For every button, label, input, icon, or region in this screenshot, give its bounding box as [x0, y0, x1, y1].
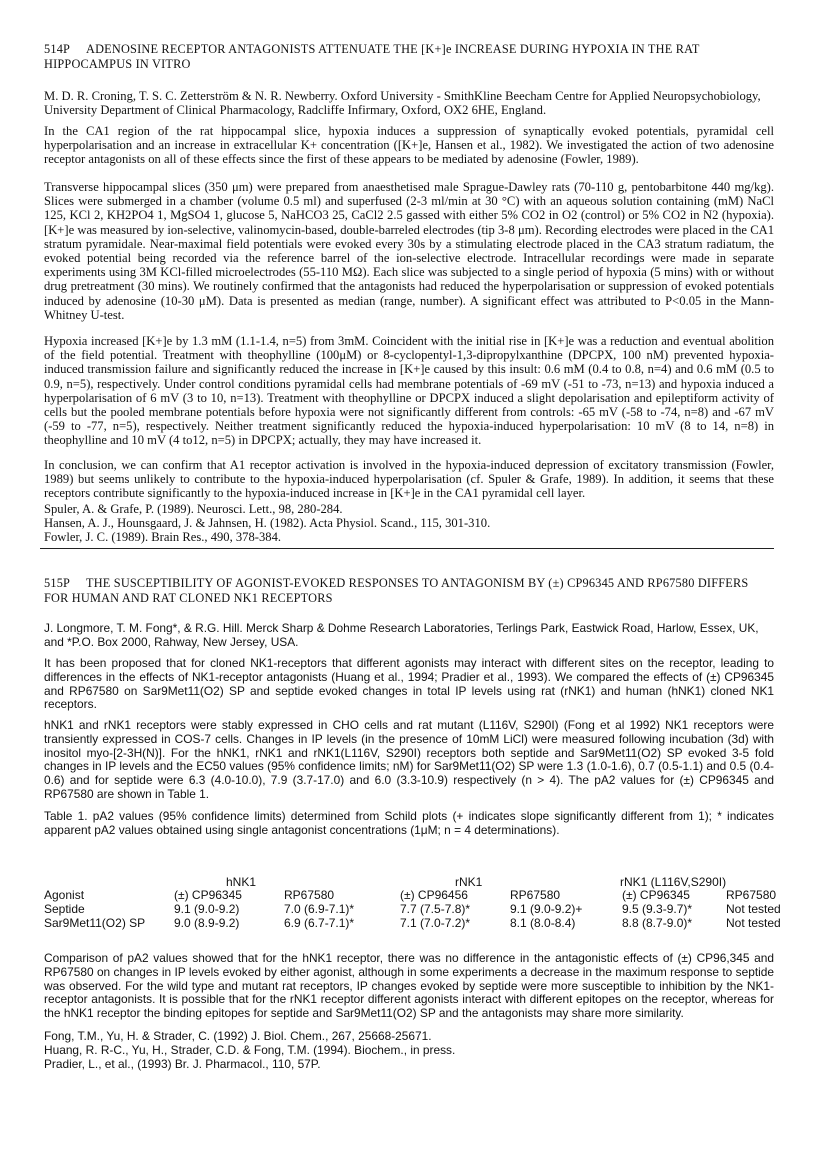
abstract-515p-title — [44, 576, 774, 606]
table-cell: 9.1 (9.0-9.2)+ — [510, 902, 583, 916]
methods-paragraph: hNK1 and rNK1 receptors were stably expressed in CHO cells and rat mutant (L116V, S290I) (Fong et al 1992) NK1 receptors were transiently expressed in COS-7 cells. Changes in IP levels (in the presence of 10mM LiCl) were measured following incubation (3d) with inositol myo-[2-3H(N)]. For the hNK1, rNK1 and rNK1(L116V, S290I) receptors both septide and Sar9Met11(O2) SP evoked 3-5 fold changes in IP levels and the EC50 values (95% confidence limits; nM) for Sar9Met11(O2) SP were 1.3 (1.0-1.6), 0.7 (0.5-1.1) and 0.5 (0.4-0.6) and for septide were 6.3 (4.0-10.0), 7.9 (3.7-17.0) and 6.0 (3.3-10.9) respectively (n > 4). The pA2 values for (±) CP96345 and RP67580 are shown in Table 1. — [44, 718, 774, 801]
section-divider — [40, 548, 774, 549]
author-line: J. Longmore, T. M. Fong*, & R.G. Hill. Merck Sharp & Dohme Research Laboratories, Terlings Park, Eastwick Road, Harlow, Essex, UK, and *P.O. Box 2000, Rahway, New Jersey, USA. — [44, 621, 759, 649]
table-cell: 9.5 (9.3-9.7)* — [622, 902, 693, 916]
abstract-title: THE SUSCEPTIBILITY OF AGONIST-EVOKED RESPONSES TO ANTAGONISM BY (±) CP96345 AND RP67580 DIFFERS FOR HUMAN AND RAT CLONED NK1 RECEPTORS — [44, 576, 749, 605]
intro-paragraph: It has been proposed that for cloned NK1-receptors that different agonists may interact with different sites on the receptor, leading to differences in the effects of NK1-receptor antagonists (Huang et al., 1994; Pradier et al., 1993). We compared the effects of (±) CP96345 and RP67580 on Sar9Met11(O2) SP and septide evoked changes in total IP levels using rat (rNK1) and human (hNK1) cloned NK1 receptors. — [44, 656, 774, 712]
table-cell: 7.7 (7.5-7.8)* — [400, 902, 471, 916]
intro-paragraph: In the CA1 region of the rat hippocampal slice, hypoxia induces a suppression of synaptically evoked potentials, pyramidal cell hyperpolarisation and an increase in extracellular K+ concentration ([K+]e, Hansen et al., 1982). We investigated the action of two adenosine receptor antagonists on all of these effects since the first of these appears to be mediated by adenosine (Fowler, 1989). — [44, 124, 774, 167]
reference-item: Hansen, A. J., Hounsgaard, J. & Jahnsen, H. (1982). Acta Physiol. Scand., 115, 301-310. — [44, 516, 491, 531]
table-cell: Not tested — [726, 916, 781, 930]
discussion-paragraph: Comparison of pA2 values showed that for the hNK1 receptor, there was no difference in the antagonistic effects of (±) CP96,345 and RP67580 on changes in IP levels evoked by either agonist, although in some experiments a decrease in the maximum response to septide was observed. For the wild type and mutant rat receptors, IP changes evoked by septide were more susceptible to inhibition by the NK1-receptor antagonists. It is possible that for the rNK1 receptor different agonists interact with different epitopes on the receptor, whereas for the hNK1 receptor the binding epitopes for septide and Sar9Met11(O2) SP and the antagonists may share more similarity. — [44, 951, 774, 1021]
reference-item: Fowler, J. C. (1989). Brain Res., 490, 378-384. — [44, 530, 282, 545]
table-group-header: hNK1 — [226, 875, 257, 889]
abstract-514p-title — [44, 42, 774, 72]
table-header-row — [44, 888, 806, 902]
column-header: Agonist — [44, 888, 85, 902]
column-header: RP67580 — [726, 888, 777, 902]
author-line: M. D. R. Croning, T. S. C. Zetterström & N. R. Newberry. Oxford University - SmithKline Beecham Centre for Applied Neuropsychobiology, University Department of Clinical Pharmacology, Radcliffe Infirmary, Oxford, OX2 6HE, England. — [44, 89, 761, 118]
abstract-number: 515P — [44, 576, 71, 590]
reference-list — [44, 1030, 774, 1071]
table-group-header: rNK1 (L116V,S290I) — [620, 875, 727, 889]
column-header: (±) CP96456 — [400, 888, 468, 902]
conclusion-paragraph: In conclusion, we can confirm that A1 receptor activation is involved in the hypoxia-induced depression of excitatory transmission (Fowler, 1989) but seems unlikely to contribute to the hypoxia-induced hyperpolarisation (cf. Spuler & Grafe, 1989). In addition, it seems that these receptors contribute significantly to the hypoxia-induced increase in [K+]e in the CA1 pyramidal cell layer. — [44, 458, 774, 501]
pa2-table — [44, 888, 806, 930]
table-cell: Sar9Met11(O2) SP — [44, 916, 146, 930]
reference-list — [44, 502, 774, 545]
column-header: (±) CP96345 — [622, 888, 690, 902]
table-row — [44, 916, 806, 930]
table-cell: 7.1 (7.0-7.2)* — [400, 916, 471, 930]
reference-item: Fong, T.M., Yu, H. & Strader, C. (1992) J. Biol. Chem., 267, 25668-25671. — [44, 1029, 432, 1043]
table-cell: 8.8 (8.7-9.0)* — [622, 916, 693, 930]
abstract-title: ADENOSINE RECEPTOR ANTAGONISTS ATTENUATE THE [K+]e INCREASE DURING HYPOXIA IN THE RAT HIPPOCAMPUS IN VITRO — [44, 42, 700, 71]
table-cell: 9.1 (9.0-9.2) — [174, 902, 240, 916]
reference-item: Spuler, A. & Grafe, P. (1989). Neurosci. Lett., 98, 280-284. — [44, 502, 343, 516]
column-header: RP67580 — [510, 888, 561, 902]
abstract-number: 514P — [44, 42, 71, 56]
table-cell: 6.9 (6.7-7.1)* — [284, 916, 355, 930]
reference-item: Huang, R. R-C., Yu, H., Strader, C.D. & Fong, T.M. (1994). Biochem., in press. — [44, 1042, 456, 1057]
table-cell: 7.0 (6.9-7.1)* — [284, 902, 355, 916]
reference-item: Pradier, L., et al., (1993) Br. J. Pharmacol., 110, 57P. — [44, 1056, 321, 1071]
column-header: (±) CP96345 — [174, 888, 242, 902]
table-row — [44, 902, 806, 916]
table-cell: 8.1 (8.0-8.4) — [510, 916, 576, 930]
table-cell: 9.0 (8.9-9.2) — [174, 916, 240, 930]
table-cell: Not tested — [726, 902, 781, 916]
column-header: RP67580 — [284, 888, 335, 902]
methods-paragraph: Transverse hippocampal slices (350 μm) were prepared from anaesthetised male Sprague-Dawley rats (70-110 g, pentobarbitone 440 mg/kg). Slices were submerged in a chamber (volume 0.5 ml) and superfused (2-3 ml/min at 30 °C) with an aqueous solution containing (mM) NaCl 125, KCl 2, KH2PO4 1, MgSO4 1, glucose 5, NaHCO3 25, CaCl2 2.5 gassed with either 5% CO2 in O2 (control) or 5% CO2 in N2 (hypoxia). [K+]e was measured by ion-selective, valinomycin-based, double-barreled electrodes (tip 3-8 μm). Recording electrodes were placed in the CA1 stratum pyramidale. Near-maximal field potentials were evoked every 30s by a stimulating electrode placed in the CA3 stratum radiatum, the evoked potential being recorded via the reference barrel of the ion-selective electrode. Intracellular recordings were made in separate experiments using 3M KCl-filled microelectrodes (55-110 MΩ). Each slice was subjected to a single period of hypoxia (5 mins) with or without drug pretreatment (30 mins). We routinely confirmed that the antagonists had reduced the hyperpolarisation or suppression of evoked potentials induced by adenosine (10-30 μM). Data is presented as median (range, number). A significant effect was attributed to P<0.05 in the Mann-Whitney U-test. — [44, 180, 774, 322]
table-cell: Septide — [44, 902, 85, 916]
table-group-header: rNK1 — [455, 875, 483, 889]
table-caption: Table 1. pA2 values (95% confidence limits) determined from Schild plots (+ indicates slope significantly different from 1); * indicates apparent pA2 values obtained using single antagonist concentrations (1μM; n = 4 determinations). — [44, 809, 774, 837]
results-paragraph: Hypoxia increased [K+]e by 1.3 mM (1.1-1.4, n=5) from 3mM. Coincident with the initial rise in [K+]e was a reduction and eventual abolition of the field potential. Treatment with theophylline (100μM) or 8-cyclopentyl-1,3-dipropylxanthine (DPCPX, 100 nM) prevented hypoxia-induced transmission failure and significantly reduced the increase in [K+]e caused by this insult: 0.6 mM (0.4 to 0.8, n=4) and 0.6 mM (0.5 to 0.9, n=5), respectively. Under control conditions pyramidal cells had membrane potentials of -69 mV (-51 to -73, n=13) and hypoxia induced a hyperpolarisation of 6 mV (3 to 10, n=13). Treatment with theophylline or DPCPX induced a slight depolarisation and epileptiform activity of cells but the pooled membrane potentials before hypoxia were not significantly different from controls: -65 mV (-58 to -74, n=8) and -67 mV (-59 to -77, n=5), respectively. Neither treatment significantly reduced the hypoxia-induced hyperpolarisation: 10 mV (8 to 14, n=8) in theophylline and 10 mV (4 to12, n=5) in DPCPX; actually, they may have increased it. — [44, 334, 774, 448]
